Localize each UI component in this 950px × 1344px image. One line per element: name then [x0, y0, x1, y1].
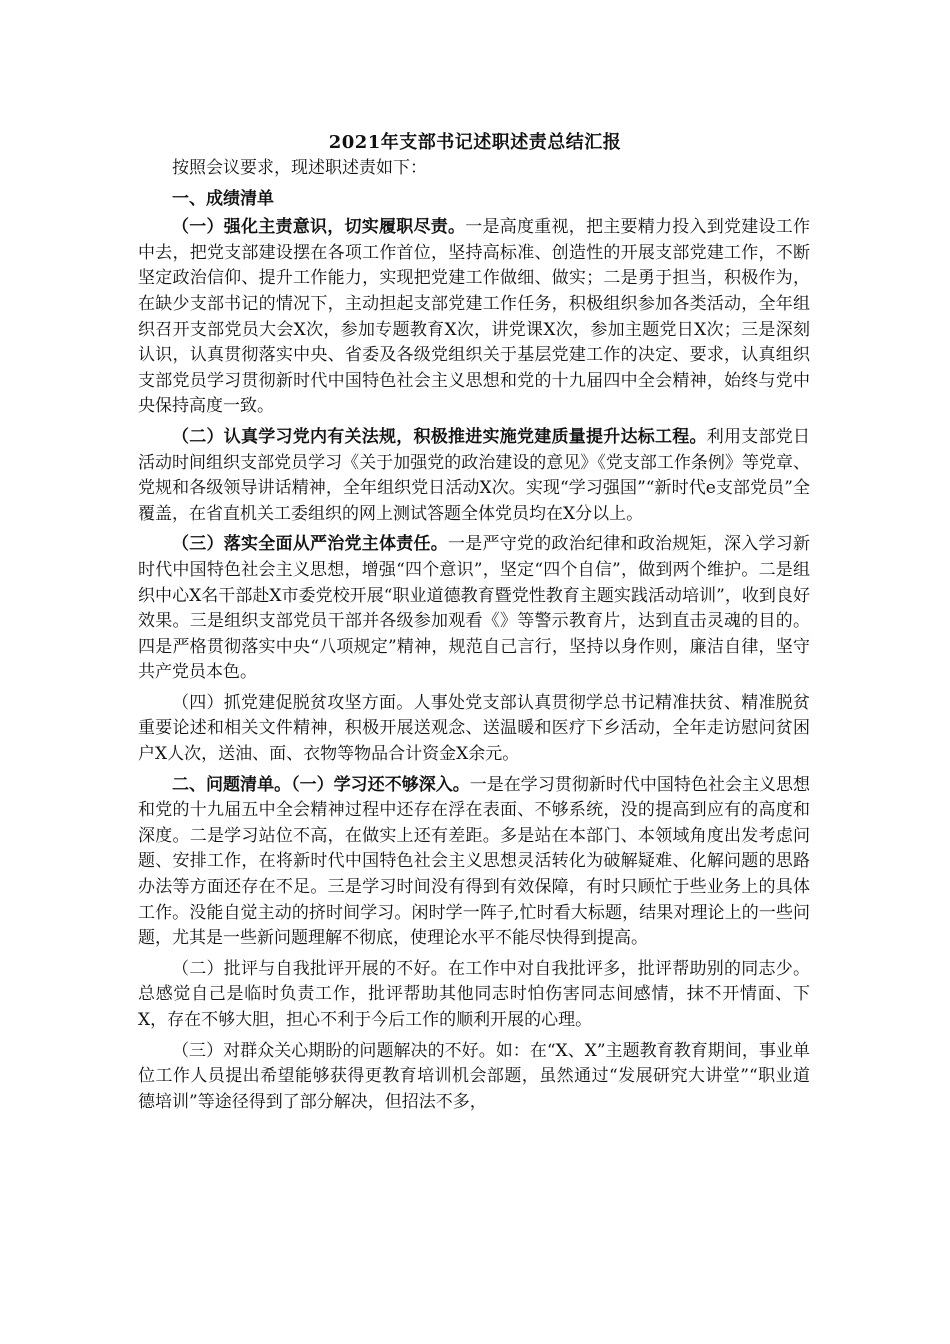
paragraph-lead: （三）落实全面从严治党主体责任。	[172, 534, 448, 555]
paragraph-text: 利用支部党日活动时间组织支部党员学习《关于加强党的政治建设的意见》《党支部工作条例》等党章、党规和各级领导讲话精神，全年组织党日活动X次。实现“学习强国”“新时代e支部党员”全覆盖，在省直机关工委组织的网上测试答题全体党员均在X分以上。	[138, 426, 810, 524]
paragraph-achievement-3	[138, 532, 810, 686]
paragraph-achievement-2	[138, 425, 810, 527]
paragraph-lead: （一）学习还不够深入。	[291, 774, 470, 795]
paragraph-lead: （一）强化主责意识，切实履职尽责。	[172, 217, 466, 238]
paragraph-text: 一是高度重视，把主要精力投入到党建设工作中去，把党支部建设摆在各项工作首位，坚持高标准、创造性的开展支部党建工作，不断坚定政治信仰、提升工作能力，实现把党建工作做细、做实；二是勇于担当，积极作为，在缺少支部书记的情况下，主动担起支部党建工作任务，积极组织参加各类活动，全年组织召开支部党员大会X次，参加专题教育X次，讲党课X次，参加主题党日X次；三是深刻认识，认真贯彻落实中央、省委及各级党组织关于基层党建工作的决定、要求，认真组织支部党员学习贯彻新时代中国特色社会主义思想和党的十九届四中全会精神，始终与党中央保持高度一致。	[138, 217, 810, 417]
paragraph-problems-3: （三）对群众关心期盼的问题解决的不好。如：在“X、X”主题教育教育期间，事业单位工作人员提出希望能够获得更教育培训机会部题，虽然通过“发展研究大讲堂”“职业道德培训”等途径得到了部分解决，但招法不多，	[138, 1040, 810, 1112]
section-heading-problems: 二、问题清单。	[172, 774, 292, 795]
paragraph-lead: （二）认真学习党内有关法规，积极推进实施党建质量提升达标工程。	[172, 426, 707, 447]
paragraph-problems-1	[138, 773, 810, 952]
section-heading-achievements: 一、成绩清单	[172, 188, 274, 209]
paragraph-text: 一是在学习贯彻新时代中国特色社会主义思想和党的十九届五中全会精神过程中还存在浮在表面、不够系统，没的提高到应有的高度和深度。二是学习站位不高，在做实上还有差距。多是站在本部门、本领域角度出发考虑问题、安排工作，在将新时代中国特色社会主义思想灵活转化为破解疑难、化解问题的思路办法等方面还存在不足。三是学习时间没有得到有效保障，有时只顾忙于些业务上的具体工作。没能自觉主动的挤时间学习。闲时学一阵子,忙时看大标题，结果对理论上的一些问题，尤其是一些新问题理解不彻底，使理论水平不能尽快得到提高。	[138, 774, 811, 949]
paragraph-text: 一是严守党的政治纪律和政治规矩，深入学习新时代中国特色社会主义思想，增强“四个意识”，坚定“四个自信”，做到两个维护。二是组织中心X名干部赴X市委党校开展“职业道德教育暨党性教育主题实践活动培训”，收到良好效果。三是组织支部党员干部并各级参加观看《》等警示教育片，达到直击灵魂的目的。四是严格贯彻落实中央“八项规定”精神，规范自己言行，坚持以身作则，廉洁自律，坚守共产党员本色。	[138, 534, 810, 683]
intro-paragraph: 按照会议要求，现述职述责如下：	[172, 158, 427, 178]
document-body	[138, 156, 810, 1120]
paragraph-achievement-4: （四）抓党建促脱贫攻坚方面。人事处党支部认真贯彻学总书记精准扶贫、精准脱贫重要论述和相关文件精神，积极开展送观念、送温暖和医疗下乡活动，全年走访慰问贫困户X人次，送油、面、衣物等物品合计资金X余元。	[138, 692, 810, 765]
paragraph-problems-2: （二）批评与自我批评开展的不好。在工作中对自我批评多，批评帮助别的同志少。总感觉自己是临时负责工作，批评帮助其他同志时怕伤害同志间感情，抹不开情面、下X，存在不够大胆，担心不利于今后工作的顺利开展的心理。	[138, 958, 810, 1030]
paragraph-achievement-1	[138, 215, 810, 420]
document-title: 2021年支部书记述职述责总结汇报	[328, 132, 622, 153]
